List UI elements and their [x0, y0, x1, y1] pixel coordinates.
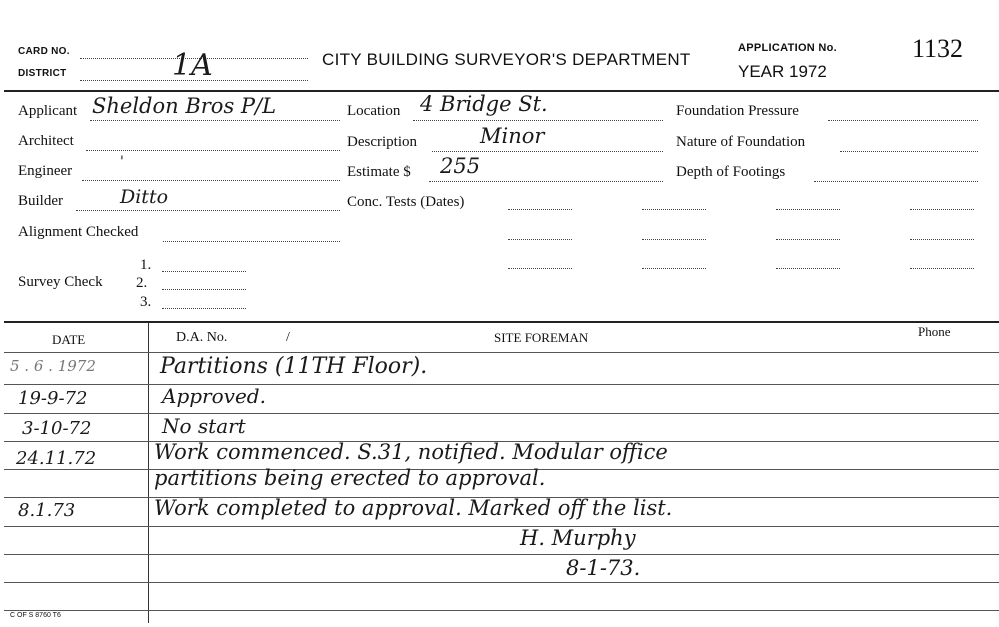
table-rule [4, 352, 999, 353]
conc-date-line [508, 209, 572, 210]
architect-line [86, 150, 340, 151]
conc-date-line [508, 239, 572, 240]
district-value: 1A [172, 48, 213, 83]
survey-check-label: Survey Check [18, 274, 103, 290]
conc-date-line [508, 268, 572, 269]
department-title: CITY BUILDING SURVEYOR'S DEPARTMENT [322, 50, 691, 69]
applicant-label: Applicant [18, 103, 78, 119]
log-date: 3-10-72 [22, 418, 92, 439]
date-header: DATE [52, 332, 86, 347]
engineer-label: Engineer [18, 163, 73, 179]
signature-date: 8-1-73. [566, 556, 641, 580]
log-entry: No start [162, 414, 246, 438]
date-column-divider [148, 323, 149, 623]
estimate-line [429, 181, 663, 182]
survey-line-3 [162, 308, 246, 309]
nature-foundation-line [840, 151, 978, 152]
conc-date-line [776, 268, 840, 269]
conc-date-line [910, 268, 974, 269]
estimate-value: 255 [440, 154, 481, 178]
applicant-line [90, 120, 340, 121]
alignment-line [163, 241, 340, 242]
table-rule [4, 413, 999, 414]
form-code: C OF S 8760 T6 [10, 612, 61, 619]
description-label: Description [347, 134, 417, 150]
foundation-pressure-label: Foundation Pressure [676, 103, 799, 119]
depth-footings-label: Depth of Footings [676, 164, 786, 180]
log-date: 24.11.72 [16, 448, 97, 469]
table-rule [4, 610, 999, 611]
description-line [432, 151, 663, 152]
conc-date-line [642, 268, 706, 269]
district-label: DISTRICT [18, 68, 67, 79]
depth-footings-line [814, 181, 978, 182]
location-label: Location [347, 103, 401, 119]
survey-num-1: 1. [140, 257, 152, 273]
conc-date-line [776, 239, 840, 240]
da-slash: / [286, 330, 290, 345]
da-header: D.A. No. [176, 330, 228, 345]
log-entry: partitions being erected to approval. [154, 466, 546, 490]
log-entry: Partitions (11TH Floor). [160, 354, 428, 379]
builder-label: Builder [18, 193, 63, 209]
foreman-signature: H. Murphy [520, 526, 636, 550]
survey-line-2 [162, 289, 246, 290]
phone-header: Phone [918, 324, 951, 339]
table-rule [4, 384, 999, 385]
survey-line-1 [162, 271, 246, 272]
alignment-label: Alignment Checked [18, 224, 139, 240]
table-rule [4, 582, 999, 583]
application-number: 1132 [912, 34, 964, 63]
foundation-pressure-line [828, 120, 978, 121]
architect-label: Architect [18, 133, 74, 149]
year-label: YEAR 1972 [738, 62, 827, 81]
application-label: APPLICATION No. [738, 42, 838, 54]
log-entry: Work commenced. S.31, notified. Modular office [154, 440, 668, 464]
log-entry: Approved. [162, 384, 266, 408]
table-rule [4, 554, 999, 555]
builder-value: Ditto [120, 186, 169, 208]
log-entry: Work completed to approval. Marked off the list. [154, 496, 673, 520]
nature-foundation-label: Nature of Foundation [676, 134, 806, 150]
location-line [413, 120, 663, 121]
description-value: Minor [480, 124, 545, 148]
survey-num-3: 3. [140, 294, 152, 310]
log-date: 19-9-72 [18, 388, 88, 409]
conc-date-line [776, 209, 840, 210]
survey-num-2: 2. [136, 275, 148, 291]
engineer-value: ' [120, 154, 124, 170]
engineer-line [82, 180, 340, 181]
site-foreman-header: SITE FOREMAN [494, 330, 589, 345]
log-top-divider [4, 321, 999, 323]
card-no-label: CARD NO. [18, 46, 70, 57]
conc-date-line [910, 209, 974, 210]
conc-date-line [642, 239, 706, 240]
conc-tests-label: Conc. Tests (Dates) [347, 194, 465, 210]
table-rule [4, 526, 999, 527]
location-value: 4 Bridge St. [420, 92, 548, 116]
estimate-label: Estimate $ [347, 164, 411, 180]
log-date: 5 . 6 . 1972 [10, 357, 96, 375]
conc-date-line [910, 239, 974, 240]
log-date: 8.1.73 [18, 500, 76, 521]
conc-date-line [642, 209, 706, 210]
builder-line [76, 210, 340, 211]
applicant-value: Sheldon Bros P/L [92, 94, 277, 118]
